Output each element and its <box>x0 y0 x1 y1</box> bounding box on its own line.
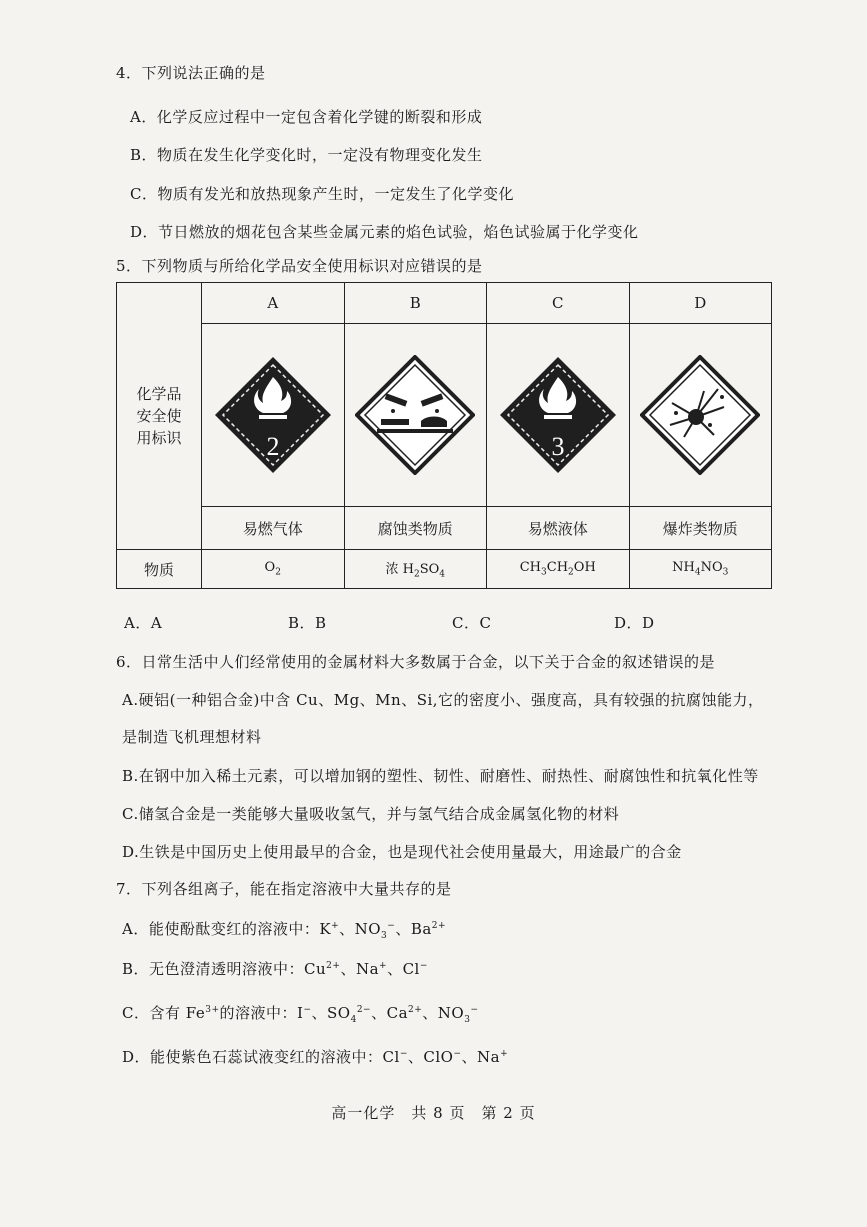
sign-number-a: 2 <box>266 432 280 461</box>
q6-option-a-line1: A.硬铝(一种铝合金)中含 Cu、Mg、Mn、Si,它的密度小、强度高，具有较强的抗腐蚀能力， <box>122 691 764 709</box>
sign-cell-c <box>487 324 630 507</box>
q4-option-c: C．物质有发光和放热现象产生时，一定发生了化学变化 <box>130 185 514 203</box>
sign-cell-b <box>344 324 487 507</box>
q6-stem: 6．日常生活中人们经常使用的金属材料大多数属于合金，以下关于合金的叙述错误的是 <box>116 653 716 671</box>
hazard-sign-table <box>116 282 772 589</box>
sign-number-c: 3 <box>551 432 565 461</box>
q4-stem: 4．下列说法正确的是 <box>116 64 266 82</box>
q4-option-b: B．物质在发生化学变化时，一定没有物理变化发生 <box>130 146 483 164</box>
substance-c: $CH_3CH_2OH$ <box>487 550 630 589</box>
q7-option-a: A．能使酚酞变红的溶液中：K+、$NO_3^-$、$Ba^{2+}$ <box>122 920 447 941</box>
q6-option-a-line2: 是制造飞机理想材料 <box>122 728 262 746</box>
column-letter-d: D <box>629 283 772 324</box>
category-a: 易燃气体 <box>202 507 345 550</box>
column-letter-b: B <box>344 283 487 324</box>
column-letter-a: A <box>202 283 345 324</box>
page-footer: 高一化学 共 8 页 第 2 页 <box>331 1104 536 1122</box>
explosive-icon <box>640 355 760 475</box>
row-label-sign: 化学品 安全使 用标识 <box>117 283 202 550</box>
corrosive-icon <box>355 355 475 475</box>
category-c: 易燃液体 <box>487 507 630 550</box>
q7-stem: 7．下列各组离子，能在指定溶液中大量共存的是 <box>116 880 452 898</box>
q6-option-d: D.生铁是中国历史上使用最早的合金，也是现代社会使用量最大，用途最广的合金 <box>122 843 682 861</box>
sign-cell-d <box>629 324 772 507</box>
q4-option-a: A．化学反应过程中一定包含着化学键的断裂和形成 <box>130 108 483 126</box>
q4-option-d: D．节日燃放的烟花包含某些金属元素的焰色试验，焰色试验属于化学变化 <box>130 223 639 241</box>
flammable-liquid-icon <box>498 355 618 475</box>
category-b: 腐蚀类物质 <box>344 507 487 550</box>
q7-option-b: B．无色澄清透明溶液中：$Cu^{2+}$、Na+、Cl− <box>122 960 428 978</box>
q5-stem: 5．下列物质与所给化学品安全使用标识对应错误的是 <box>116 257 483 275</box>
q5-option-b: B．B <box>288 614 327 632</box>
category-d: 爆炸类物质 <box>629 507 772 550</box>
sign-cell-a <box>202 324 345 507</box>
q6-option-b: B.在钢中加入稀土元素，可以增加钢的塑性、韧性、耐磨性、耐热性、耐腐蚀性和抗氧化性等 <box>122 767 759 785</box>
q6-option-c: C.储氢合金是一类能够大量吸收氢气，并与氢气结合成金属氢化物的材料 <box>122 805 620 823</box>
substance-b: 浓 $H_2SO_4$ <box>344 550 487 589</box>
flammable-gas-icon <box>213 355 333 475</box>
q5-option-a: A．A <box>124 614 163 632</box>
row-label-substance: 物质 <box>117 550 202 589</box>
q7-option-c: C．含有 $Fe^{3+}$的溶液中：I−、$SO_4^{2-}$、$Ca^{2+}$、$NO_3^-$ <box>122 1004 479 1025</box>
substance-a: $O_2$ <box>202 550 345 589</box>
column-letter-c: C <box>487 283 630 324</box>
q7-option-d: D．能使紫色石蕊试液变红的溶液中：Cl−、ClO−、Na+ <box>122 1048 509 1066</box>
substance-d: $NH_4NO_3$ <box>629 550 772 589</box>
q5-option-c: C．C <box>452 614 492 632</box>
q5-option-d: D．D <box>614 614 655 632</box>
